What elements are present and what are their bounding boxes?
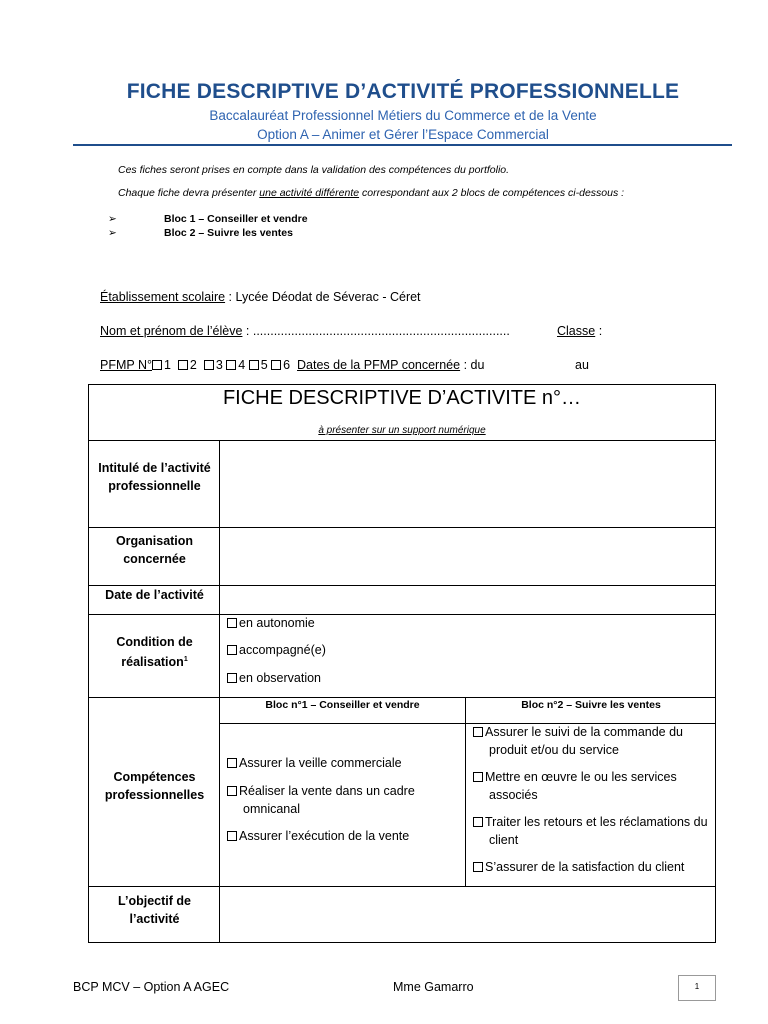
condition-option-autonomie[interactable]: [227, 614, 315, 632]
bloc2-item-suivi-commande[interactable]: [473, 723, 714, 759]
document-subtitle-diploma: Baccalauréat Professionnel Métiers du Commerce et de la Vente: [209, 108, 597, 123]
pfmp-checkbox-3[interactable]: [204, 360, 214, 370]
classe-label: Classe: [557, 324, 596, 338]
classe-sep: :: [595, 324, 603, 338]
condition-option-accompagne[interactable]: [227, 641, 326, 659]
pfmp-option-1: 1: [164, 358, 171, 372]
intro-line-1: Ces fiches seront prises en compte dans la validation des compétences du portfolio.: [118, 164, 510, 176]
etablissement-line: [100, 290, 421, 304]
pfmp-checkbox-4[interactable]: [226, 360, 236, 370]
checkbox-icon[interactable]: [227, 673, 237, 683]
student-name-field[interactable]: : ..........................................................................: [242, 324, 510, 338]
document-title: FICHE DESCRIPTIVE D’ACTIVITÉ PROFESSIONNELLE: [126, 80, 680, 103]
row-divider: [89, 440, 715, 441]
pfmp-option-6: 6: [283, 358, 291, 372]
pfmp-option-3: 3: [215, 358, 223, 372]
etablissement-value: : Lycée Déodat de Séverac - Céret: [225, 290, 421, 304]
activity-sheet-table: [88, 384, 716, 943]
checkbox-icon[interactable]: [227, 645, 237, 655]
footer-left: BCP MCV – Option A AGEC: [73, 980, 230, 994]
checkbox-icon[interactable]: [227, 786, 237, 796]
pfmp-checkbox-2[interactable]: [178, 360, 188, 370]
condition-option-text: en observation: [239, 671, 322, 685]
bloc1-item-omnicanal[interactable]: [227, 782, 453, 818]
footer-author: Mme Gamarro: [393, 980, 474, 994]
pfmp-line: [100, 358, 484, 372]
bloc-bullet-1: [108, 213, 308, 225]
bloc-bullet-2-text: Bloc 2 – Suivre les ventes: [164, 227, 293, 239]
arrow-bullet-icon: ➢: [108, 227, 117, 239]
condition-option-observation[interactable]: [227, 669, 321, 687]
bloc1-header: Bloc n°1 – Conseiller et vendre: [265, 699, 420, 711]
checkbox-icon[interactable]: [227, 831, 237, 841]
pfmp-checkbox-1[interactable]: [152, 360, 162, 370]
bloc1-item-text: Réaliser la vente dans un cadre omnicanal: [239, 784, 415, 816]
bloc2-item-text: Traiter les retours et les réclamations du client: [485, 815, 708, 847]
label-condition-text: Condition de réalisation: [116, 635, 193, 670]
bloc2-item-satisfaction[interactable]: [473, 858, 708, 876]
objectif-input-area[interactable]: [224, 890, 709, 938]
intro-line-2-start: Chaque fiche devra présenter: [118, 187, 260, 199]
row-divider: [89, 886, 715, 887]
classe-field[interactable]: [557, 324, 602, 338]
bloc-bullet-1-text: Bloc 1 – Conseiller et vendre: [164, 213, 308, 225]
student-name-label: Nom et prénom de l’élève: [100, 324, 243, 338]
page-number: 1: [678, 975, 716, 1001]
label-objectif: L’objectif de l’activité: [118, 894, 191, 926]
bloc-column-divider: [465, 697, 466, 886]
label-date: Date de l’activité: [105, 588, 204, 602]
checkbox-icon[interactable]: [473, 727, 483, 737]
bloc-bullet-2: [108, 227, 293, 239]
sheet-title: FICHE DESCRIPTIVE D’ACTIVITE n°…: [222, 387, 582, 409]
date-input-area[interactable]: [224, 588, 709, 610]
bloc2-item-text: Mettre en œuvre le ou les services associés: [485, 770, 677, 802]
dates-from: : du: [460, 358, 485, 372]
checkbox-icon[interactable]: [227, 618, 237, 628]
header-divider: [73, 144, 732, 146]
bloc2-item-services[interactable]: [473, 768, 714, 804]
bloc1-item-execution[interactable]: [227, 827, 459, 845]
label-competences: Compétences professionnelles: [104, 770, 205, 802]
bloc1-item-veille[interactable]: [227, 754, 459, 772]
dates-to: au: [575, 358, 589, 372]
row-divider: [89, 527, 715, 528]
student-name-line: [100, 324, 510, 338]
pfmp-option-5: 5: [260, 358, 268, 372]
etablissement-label: Établissement scolaire: [100, 290, 226, 304]
checkbox-icon[interactable]: [227, 758, 237, 768]
document-subtitle-option: Option A – Animer et Gérer l’Espace Commercial: [257, 127, 549, 142]
label-condition: [89, 633, 220, 671]
pfmp-checkbox-5[interactable]: [249, 360, 259, 370]
condition-option-text: accompagné(e): [239, 643, 326, 657]
arrow-bullet-icon: ➢: [108, 213, 117, 225]
dates-label: Dates de la PFMP concernée: [297, 358, 461, 372]
row-divider: [89, 697, 715, 698]
bloc1-item-text: Assurer l’exécution de la vente: [239, 829, 410, 843]
bloc1-item-text: Assurer la veille commerciale: [239, 756, 402, 770]
footnote-marker: 1: [183, 656, 188, 663]
row-divider: [89, 614, 715, 615]
label-intitule: Intitulé de l’activité professionnelle: [98, 461, 211, 493]
bloc2-item-retours[interactable]: [473, 813, 714, 849]
pfmp-label: PFMP N°: [100, 358, 152, 372]
organisation-input-area[interactable]: [224, 531, 709, 581]
checkbox-icon[interactable]: [473, 862, 483, 872]
label-column-divider: [219, 440, 220, 943]
intro-emphasis: une activité différente: [259, 187, 360, 199]
intro-line-2: [118, 187, 624, 199]
checkbox-icon[interactable]: [473, 817, 483, 827]
bloc2-item-text: Assurer le suivi de la commande du produit et/ou du service: [485, 725, 684, 757]
bloc2-item-text: S’assurer de la satisfaction du client: [485, 860, 685, 874]
intitule-input-area[interactable]: [224, 445, 709, 523]
intro-line-2-end: correspondant aux 2 blocs de compétences ci-dessous :: [359, 187, 625, 199]
pfmp-checkbox-6[interactable]: [271, 360, 281, 370]
pfmp-option-4: 4: [238, 358, 246, 372]
condition-option-text: en autonomie: [239, 616, 315, 630]
checkbox-icon[interactable]: [473, 772, 483, 782]
label-organisation: Organisation concernée: [115, 534, 194, 566]
pfmp-option-2: 2: [189, 358, 197, 372]
bloc2-header: Bloc n°2 – Suivre les ventes: [521, 699, 661, 711]
sheet-subtitle: à présenter sur un support numérique: [318, 425, 486, 436]
